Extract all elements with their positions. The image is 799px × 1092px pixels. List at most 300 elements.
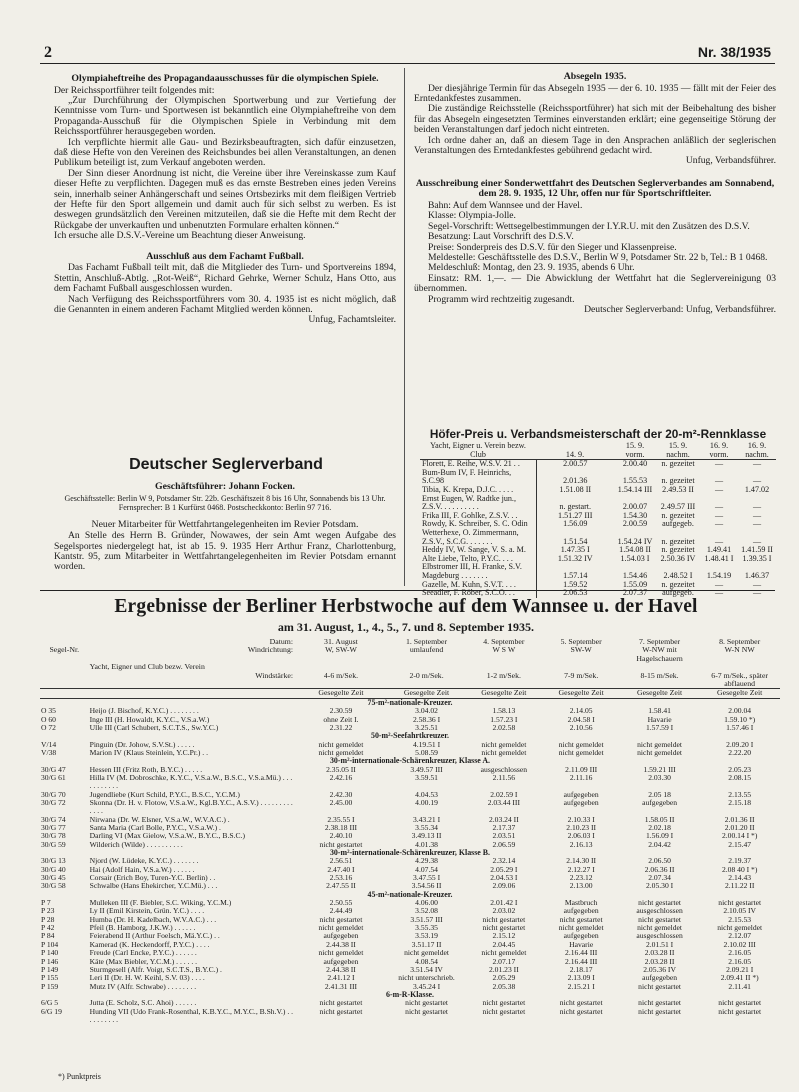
race-time: 2.02.59 I bbox=[490, 789, 518, 799]
absegeln-para: Der diesjährige Termin für das Absegeln 1935 — der 6. 10. 1935 — fällt mit der Feier des Erntedankfestes zusammen. bbox=[414, 82, 776, 104]
day-date: 7. September bbox=[639, 637, 681, 646]
race-time: 4.29.38 bbox=[415, 856, 438, 866]
hofer-time: 1.39.35 I bbox=[742, 553, 772, 563]
segel-label: Segel-Nr. bbox=[49, 645, 80, 655]
race-time: Havarie bbox=[569, 939, 594, 949]
hofer-time: 1.54.19 bbox=[706, 570, 732, 580]
day-date: 5. September bbox=[560, 637, 602, 646]
sonder-line: Besatzung: Laut Vorschrift des D.S.V. bbox=[428, 231, 574, 243]
yacht-name: Leri II (Dr. H. W. Keihl, S.V. 03) . . . . bbox=[89, 973, 205, 983]
race-time: nicht gestartet bbox=[638, 998, 681, 1008]
hofer-time: — bbox=[752, 502, 762, 512]
race-time: nicht gemeldet bbox=[637, 923, 683, 933]
race-time: nicht gemeldet bbox=[637, 747, 683, 757]
olympia-para: Der Reichssportführer teilt folgendes mit: bbox=[54, 84, 215, 96]
hofer-time: aufgegeb. bbox=[662, 588, 694, 598]
race-time: 2.05 18 bbox=[648, 789, 671, 799]
hofer-header bbox=[420, 442, 776, 460]
race-time: 2.15.21 I bbox=[567, 981, 595, 991]
race-time: 2.05.38 bbox=[492, 981, 516, 991]
race-time: 2.44.49 bbox=[329, 906, 353, 916]
race-time: 3.49.57 III bbox=[410, 764, 443, 774]
hofer-time: — bbox=[714, 484, 724, 494]
hofer-time: 1.54.03 I bbox=[620, 553, 650, 563]
gz-label: Gesegelte Zeit bbox=[558, 688, 604, 698]
sail-number: P 155 bbox=[41, 973, 59, 983]
hofer-yacht: Bum-Bum IV, F. Heinrichs, S.C.98 bbox=[420, 469, 536, 486]
race-time: 2.16.44 III bbox=[565, 948, 598, 958]
absegeln-para: Die zuständige Reichsstelle (Reichssportführer) hat sich mit der Beibehaltung des bisher für das Absegeln eingesetzten Termines einverstanden erklärt; eine gegenseitige Störung der beiden Veranstaltungen darf jedoch nicht eintreten. bbox=[414, 103, 776, 136]
race-time: 2.13.55 bbox=[728, 789, 752, 799]
olympia-para: „Zur Durchführung der Olympischen Sportwerbung und zur Vertiefung der Kenntnisse vom Turn- und Sportwesen ist bekanntlich eine Olympiaheftreihe von dem Propaganda-Ausschuß für die Olympischen Spiele in Verbindung mit dem Reichssportführer herausgegeben worden. bbox=[54, 95, 396, 138]
sail-number: 6/G 19 bbox=[41, 1006, 62, 1016]
sail-number: 30/G 13 bbox=[41, 856, 66, 866]
results-body bbox=[40, 698, 780, 1024]
results-subtitle: am 31. August, 1., 4., 5., 7. und 8. September 1935. bbox=[277, 620, 535, 634]
race-time: 2.14.30 II bbox=[566, 856, 597, 866]
race-time: nicht gestartet bbox=[638, 914, 681, 924]
windr-label: Windrichtung: bbox=[247, 645, 294, 655]
race-time: 2.40.10 bbox=[329, 831, 353, 841]
hofer-time: n. gezeitet bbox=[661, 579, 695, 589]
hofer-time: n. gezeitet bbox=[661, 476, 695, 486]
sail-number: P 84 bbox=[41, 931, 55, 941]
race-time: 4.00.19 bbox=[415, 797, 438, 807]
race-time: 2.35.55 I bbox=[327, 814, 355, 824]
absegeln-para: Ich ordne daher an, daß an diesem Tage in den Ansprachen anläßlich der seglerischen Veranstaltungen des Erntedankfestes gebührend gedacht wird. bbox=[414, 134, 776, 157]
race-time: aufgegeben bbox=[563, 906, 599, 916]
race-time: nicht gemeldet bbox=[717, 923, 763, 933]
yacht-name: Pinguin (Dr. Johow, S.V.St.) . . . . . bbox=[89, 739, 195, 749]
sail-number: O 60 bbox=[41, 714, 56, 724]
sonder-title: Ausschreibung einer Sonderwettfahrt des Deutschen Seglerverbandes am Sonnabend, dem 28. 9. 1935, 12 Uhr, offen nur für Sportschriftleiter. bbox=[415, 177, 775, 200]
header-rule bbox=[40, 63, 775, 64]
race-time: 2.06.36 II bbox=[644, 864, 675, 874]
day-wind: W, SW-W bbox=[325, 645, 357, 655]
hofer-time: 2.06.53 bbox=[563, 588, 588, 598]
race-time: nicht gestartet bbox=[319, 914, 363, 924]
race-time: 2.05.29 bbox=[492, 973, 516, 983]
race-time: 2.05.23 bbox=[728, 764, 752, 774]
issue-number: Nr. 38/1935 bbox=[697, 44, 771, 60]
column-divider bbox=[404, 68, 405, 586]
hofer-time: 1.57.14 bbox=[563, 570, 588, 580]
race-time: 2.07.34 bbox=[648, 873, 671, 883]
race-time: 2.10.33 I bbox=[567, 814, 595, 824]
race-time: 2.09.21 I bbox=[726, 964, 754, 974]
race-time: 2.11.16 bbox=[569, 772, 593, 782]
hofer-row bbox=[420, 495, 776, 512]
hofer-yacht: Gazelle, M. Kuhn, S.V.T. . . . bbox=[420, 581, 536, 590]
race-time: 2.17.37 bbox=[492, 823, 516, 832]
hofer-time: — bbox=[752, 519, 762, 529]
sail-number: P 140 bbox=[41, 948, 59, 958]
race-time: 1.57.23 I bbox=[490, 714, 518, 724]
race-time: nicht gestartet bbox=[718, 898, 762, 908]
day-strength: 7-9 m/Sek. bbox=[564, 670, 599, 680]
fussball-para: Nach Verfügung des Reichssportführers vom 30. 4. 1935 ist es nicht möglich, daß die Genannten in einem anderen Fachamt Mitglied werden können. bbox=[54, 293, 396, 315]
class-heading: 30-m²-internationale-Schärenkreuzer, Klasse B. bbox=[329, 848, 491, 858]
race-time: 4.19.51 I bbox=[412, 739, 441, 749]
race-time: nicht gestartet bbox=[319, 998, 363, 1008]
yacht-name: Mulleken III (F. Biebler, S.C. Wiking, Y.C.M.) bbox=[89, 898, 232, 908]
dsv-block bbox=[54, 482, 396, 573]
olympia-para: Der Sinn dieser Anordnung ist nicht, die Vereine über ihre Vereinskasse zum Kauf dieser Hefte zu verpflichten. Dagegen muß es das ernste Bestreben eines jeden Vereins sein, innerhalb seiner Anhängerschaft und seines Ortsbezirks mit dem fleißigen Vertrieb der Hefte für den Sport allgemein und damit auch für sich selbst zu werben. Es ist deswegen grundsätzlich den Vereinen mitzuteilen, daß sie die Hefte mit dem Recht der Rückgabe der unverkauften und unbenutzten Formulare erhalten können.“ bbox=[54, 167, 396, 231]
hofer-time: — bbox=[752, 588, 762, 598]
race-time: nicht gestartet bbox=[482, 998, 526, 1008]
hofer-title: Höfer-Preis u. Verbandsmeisterschaft der 20-m²-Rennklasse bbox=[429, 427, 767, 441]
sonder-signature: Deutscher Seglerverband: Unfug, Verbandsführer. bbox=[584, 304, 776, 316]
gz-label: Gesegelte Zeit bbox=[403, 688, 450, 698]
race-time: 2.13.09 I bbox=[567, 973, 595, 983]
sonder-line: Preise: Sonderpreis des D.S.V. für den Sieger und Klassenpreise. bbox=[428, 241, 677, 253]
race-time: nicht gestartet bbox=[319, 839, 363, 849]
yacht-name: Pfeil (B. Hamborg, J.K.W.) . . . . . . bbox=[89, 923, 196, 933]
yacht-name: Hai (Adolf Hain, V.S.a.W.) . . . . . . bbox=[89, 864, 195, 874]
race-time: 2.08 40 I *) bbox=[721, 864, 758, 874]
sail-number: 30/G 59 bbox=[41, 839, 66, 849]
hofer-table bbox=[420, 442, 776, 598]
hofer-time: — bbox=[752, 536, 762, 546]
race-time: 3.55.35 bbox=[415, 923, 438, 933]
hofer-row bbox=[420, 529, 776, 546]
hofer-time: 1.46.37 bbox=[744, 570, 770, 580]
race-time: 2.44.38 II bbox=[326, 964, 356, 974]
race-time: 2.00.14 I *) bbox=[721, 831, 758, 841]
result-row bbox=[40, 799, 780, 816]
results-wrap bbox=[40, 638, 780, 1024]
yacht-name: Corsair (Erich Boy, Turen-Y.C. Berlin) . . bbox=[89, 873, 216, 883]
race-time: 2.04.58 I bbox=[567, 714, 595, 724]
race-time: nicht unterschrieb. bbox=[398, 973, 455, 983]
results-head bbox=[40, 638, 780, 698]
race-time: 2.02.18 bbox=[648, 823, 671, 832]
hofer-yacht: Tibia, K. Krepa, D.J.C. . . . . bbox=[420, 486, 536, 495]
race-time: 2.01.51 I bbox=[645, 939, 674, 949]
hofer-table-wrap bbox=[420, 442, 776, 598]
race-time: 2.12.07 bbox=[728, 931, 752, 941]
sonder-line: Meldeschluß: Montag, den 23. 9. 1935, abends 6 Uhr. bbox=[428, 262, 635, 274]
race-time: 2.41.31 III bbox=[324, 981, 358, 991]
hofer-time: 1.54.14 III bbox=[617, 484, 653, 494]
race-time: 2.38.18 III bbox=[324, 823, 358, 832]
hofer-col: 15. 9. vorm. bbox=[614, 442, 656, 460]
race-time: aufgegeben bbox=[642, 973, 678, 983]
race-time: 2.15.18 bbox=[728, 797, 752, 807]
olympia-title: Olympiaheftreihe des Propagandaausschusses für die olympischen Spiele. bbox=[71, 73, 379, 84]
race-time: aufgegeben bbox=[563, 797, 599, 807]
hofer-time: 1.47.02 bbox=[744, 484, 770, 494]
hofer-col: 14. 9. bbox=[536, 442, 614, 460]
hofer-time: — bbox=[714, 476, 724, 486]
race-time: nicht gestartet bbox=[559, 1006, 603, 1016]
race-time: 2.03.28 II bbox=[644, 956, 675, 966]
hofer-yacht: Heddy IV, W. Sange, V. S. a. M. bbox=[420, 546, 536, 555]
sail-number: 30/G 74 bbox=[41, 814, 66, 824]
hofer-time: n. gestart. bbox=[559, 502, 592, 512]
race-time: 2.08.15 bbox=[728, 772, 752, 782]
dsv-heading: Deutscher Seglerverband bbox=[129, 456, 323, 473]
left-column bbox=[54, 74, 396, 326]
hofer-time: 1.51.27 III bbox=[558, 510, 593, 520]
race-time: 2.07.17 bbox=[492, 956, 516, 966]
race-time: 2.09.06 bbox=[492, 881, 516, 891]
race-time: 3.47.55 I bbox=[412, 873, 441, 883]
race-time: 3.25.51 bbox=[415, 722, 438, 732]
yacht-name: Feierabend II (Arthur Foelsch, Mä.Y.C.) . . bbox=[89, 931, 220, 941]
day-strength: 4-6 m/Sek. bbox=[323, 670, 359, 680]
sail-number: P 7 bbox=[41, 898, 51, 908]
race-time: 2.16.05 bbox=[728, 956, 752, 966]
hofer-yacht: Wetterhexe, O. Zimmermann, Z.S.V., S.C.G. . . . . . . bbox=[420, 529, 536, 546]
absegeln-signature: Unfug, Verbandsführer. bbox=[685, 155, 776, 167]
race-time: 2.18.17 bbox=[569, 964, 593, 974]
hofer-time: — bbox=[752, 459, 762, 469]
race-time: 2.50.55 bbox=[329, 898, 353, 908]
gz-label: Gesegelte Zeit bbox=[717, 688, 763, 698]
class-heading: 75-m²-nationale-Kreuzer. bbox=[367, 697, 453, 707]
race-time: aufgegeben bbox=[563, 931, 599, 941]
race-time: nicht gestartet bbox=[405, 998, 448, 1008]
sonder-line: Meldestelle: Geschäftsstelle des D.S.V., Berlin W 9, Potsdamer Str. 22 b, Tel.: B 1 0468. bbox=[428, 252, 768, 264]
yacht-name: Jutta (E. Scholz, S.C. Ahoi) . . . . . . bbox=[89, 998, 197, 1008]
day-date: 31. August bbox=[324, 637, 358, 646]
race-time: 2.04.45 bbox=[492, 939, 516, 949]
yacht-name: Käte (Max Biebler, Y.C.M.) . . . . . . bbox=[89, 956, 198, 966]
windst-label: Windstärke: bbox=[255, 670, 294, 680]
sail-number: P 23 bbox=[41, 906, 55, 916]
hofer-time: 1.56.09 bbox=[563, 519, 588, 529]
results-table bbox=[40, 638, 780, 1024]
hofer-time: — bbox=[714, 510, 724, 520]
race-time: aufgegeben bbox=[323, 956, 359, 966]
hofer-time: — bbox=[714, 588, 724, 598]
race-time: 2.01.20 II bbox=[724, 823, 755, 832]
footnote: *) Punktpreis bbox=[58, 1072, 101, 1081]
race-time: nicht gemeldet bbox=[318, 948, 364, 958]
race-time: 2.47.40 I bbox=[327, 864, 355, 874]
race-time: 2.22.20 bbox=[728, 747, 752, 757]
hofer-time: 2.49.53 II bbox=[662, 484, 694, 494]
hofer-time: 1.55.09 bbox=[622, 579, 648, 589]
race-time: nicht gemeldet bbox=[481, 739, 527, 749]
hofer-time: — bbox=[714, 502, 724, 512]
fussball-signature: Unfug, Fachamtsleiter. bbox=[308, 314, 396, 326]
result-row bbox=[40, 774, 780, 791]
day-wind: W-N NW bbox=[724, 645, 755, 655]
race-time: 2.35.05 II bbox=[326, 764, 356, 774]
race-time: 2.03.24 II bbox=[488, 814, 519, 824]
day-strength: 6-7 m/Sek., später abflauend bbox=[711, 670, 769, 689]
hofer-row bbox=[420, 469, 776, 486]
race-time: 2.11.09 III bbox=[565, 764, 598, 774]
hofer-yacht: Florett, E. Reihe, W.S.V. 21 . . bbox=[420, 460, 536, 469]
hofer-time: 1.47.35 I bbox=[560, 545, 590, 555]
datum-label: Datum: bbox=[269, 637, 294, 646]
day-strength: 8-15 m/Sek. bbox=[640, 670, 679, 680]
yacht-name: Sturmgesell (Alfr. Voigt, S.C.T.S., B.Y.C.) . bbox=[89, 964, 222, 974]
hofer-time: n. gezeitet bbox=[661, 459, 695, 469]
race-time: nicht gemeldet bbox=[558, 747, 604, 757]
yacht-name: Marion IV (Klaus Steinlein, Y.C.Pr.) . . bbox=[89, 747, 208, 757]
sail-number: V/38 bbox=[41, 747, 57, 757]
hofer-col: 15. 9. nachm. bbox=[656, 442, 700, 460]
hofer-time: 1.54.08 II bbox=[619, 545, 651, 555]
hofer-time: 2.00.57 bbox=[563, 459, 588, 469]
race-time: 2.01.42 I bbox=[490, 898, 518, 908]
hofer-yacht: Frika III, F. Gohlke, Z.S.V. . . bbox=[420, 512, 536, 521]
race-time: 2.15.53 bbox=[728, 914, 752, 924]
race-time: aufgegeben bbox=[323, 931, 359, 941]
hofer-col: 16. 9. vorm. bbox=[700, 442, 738, 460]
race-time: nicht gestartet bbox=[559, 914, 603, 924]
sail-number: 30/G 40 bbox=[41, 864, 66, 874]
hofer-time: 1.59.52 bbox=[563, 579, 588, 589]
race-time: 3.45.24 I bbox=[412, 981, 441, 991]
race-time: nicht gemeldet bbox=[481, 747, 527, 757]
class-heading: 50-m²-Seefahrtkreuzer. bbox=[371, 731, 449, 741]
race-time: 2.53.16 bbox=[329, 873, 353, 883]
hofer-time: 1.54.46 bbox=[622, 570, 648, 580]
race-time: 2.09.20 I bbox=[726, 739, 754, 749]
race-time: 2.09.41 II *) bbox=[720, 973, 759, 983]
race-time: 2.03.51 bbox=[492, 831, 516, 841]
right-column bbox=[414, 72, 776, 316]
race-time: 2.10.23 II bbox=[566, 823, 597, 832]
hofer-time: n. gezeitet bbox=[661, 536, 695, 546]
day-date: 8. September bbox=[719, 637, 761, 646]
race-time: nicht gestartet bbox=[718, 998, 762, 1008]
sail-number: V/14 bbox=[41, 739, 57, 749]
sail-number: 6/G 5 bbox=[41, 998, 59, 1008]
day-date: 1. September bbox=[405, 637, 448, 646]
hofer-yacht: Seeadler, F. Röber, S.C.O. . . bbox=[420, 589, 536, 598]
yacht-col-label: Yacht, Eigner und Club bezw. Verein bbox=[89, 662, 205, 672]
sail-number: P 159 bbox=[41, 981, 59, 991]
result-row bbox=[40, 1008, 780, 1025]
day-strength: 2-0 m/Sek. bbox=[409, 670, 444, 680]
sonder-line: Klasse: Olympia-Jolle. bbox=[428, 210, 516, 222]
race-time: 1.59.10 *) bbox=[724, 714, 756, 724]
race-time: 2.02.58 bbox=[492, 722, 516, 732]
race-time: ausgeschlossen bbox=[480, 764, 528, 774]
race-time: 2.16.44 III bbox=[565, 956, 598, 966]
race-time: 2.12.27 I bbox=[567, 864, 595, 874]
race-time: 2.31.22 bbox=[329, 722, 353, 732]
hofer-time: — bbox=[714, 536, 724, 546]
hofer-time: 2.49.57 III bbox=[660, 502, 696, 512]
race-time: 2.14.05 bbox=[569, 706, 593, 716]
race-time: 2.03.44 III bbox=[487, 797, 520, 807]
hofer-time: 2.00.59 bbox=[622, 519, 648, 529]
race-time: 2.14.43 bbox=[728, 873, 752, 883]
yacht-name: Ly II (Emil Kirstein, Grün. Y.C.) . . . . bbox=[89, 906, 205, 916]
sail-number: 30/G 58 bbox=[41, 881, 66, 891]
yacht-name: Santa Maria (Carl Bolle, P.Y.C., V.S.a.W.) . bbox=[89, 823, 221, 832]
sail-number: P 42 bbox=[41, 923, 55, 933]
hofer-time: 2.00.40 bbox=[622, 459, 648, 469]
hofer-body bbox=[420, 460, 776, 598]
race-time: nicht gemeldet bbox=[637, 739, 683, 749]
hofer-yacht: Rowdy, K. Schreiber, S. C. Odin bbox=[420, 520, 536, 529]
race-time: 2.05.29 I bbox=[490, 864, 518, 874]
race-time: 2.00.04 bbox=[728, 706, 752, 716]
sail-number: P 104 bbox=[41, 939, 59, 949]
sail-number: 30/G 78 bbox=[41, 831, 66, 841]
sail-number: 30/G 72 bbox=[41, 797, 66, 807]
hofer-time: 1.49.41 bbox=[706, 545, 732, 555]
hofer-time: 1.55.53 bbox=[622, 476, 648, 486]
race-time: 4.07.54 bbox=[415, 864, 438, 874]
sail-number: 30/G 61 bbox=[41, 772, 66, 782]
fussball-para: Das Fachamt Fußball teilt mit, daß die Mitglieder des Turn- und Sportvereins 1894, Stettin, Anschluß-Abtlg. „Rot-Weiß“, Richard Gehrke, Werner Schulz, Hans Otto, aus dem Fachamt Fußball ausgeschlossen wurden. bbox=[54, 262, 396, 295]
sail-number: P 28 bbox=[41, 914, 55, 924]
sail-number: P 149 bbox=[41, 964, 59, 974]
race-time: nicht gemeldet bbox=[558, 923, 604, 933]
hofer-yacht: Ernst Eugen, W. Radtke jun., Z.S.V. . . . . . . . . . bbox=[420, 495, 536, 512]
race-time: 2.41.12 I bbox=[327, 973, 355, 983]
race-time: 1.56.09 I bbox=[645, 831, 674, 841]
hofer-yacht: Alte Liebe, Telto, P.Y.C. . . . bbox=[420, 555, 536, 564]
race-time: 1.57.59 I bbox=[645, 722, 674, 732]
race-time: nicht gestartet bbox=[482, 923, 526, 933]
race-time: 2.15.12 bbox=[492, 931, 516, 941]
yacht-name: Inge III (H. Howaldt, K.Y.C., V.S.a.W.) bbox=[89, 714, 210, 724]
race-time: 4.04.53 bbox=[415, 789, 438, 799]
hofer-time: 1.51.32 IV bbox=[557, 553, 593, 563]
sail-number: P 146 bbox=[41, 956, 59, 966]
dsv-leader: Geschäftsführer: Johann Focken. bbox=[155, 481, 295, 492]
race-time: 2.06.59 bbox=[492, 839, 516, 849]
hofer-col: Yacht, Eigner u. Verein bezw. Club bbox=[420, 442, 536, 460]
day-wind: W S W bbox=[492, 645, 516, 655]
race-time: 3.51.54 IV bbox=[410, 964, 443, 974]
race-time: aufgegeben bbox=[563, 789, 599, 799]
hofer-time: 1.54.24 IV bbox=[617, 536, 653, 546]
race-time: ohne Zeit I. bbox=[323, 714, 359, 724]
race-time: 2.13.00 bbox=[569, 881, 593, 891]
hofer-time: — bbox=[752, 476, 762, 486]
race-time: 2.23.12 bbox=[569, 873, 593, 883]
race-time: 2.03.02 bbox=[492, 906, 516, 916]
race-time: nicht gestartet bbox=[482, 1006, 526, 1016]
fussball-title: Ausschluß aus dem Fachamt Fußball. bbox=[146, 250, 304, 262]
yacht-name: Hilla IV (M. Dobroschke, K.Y.C., V.S.a.W., B.S.C., V.S.a.Mü.) . . . . . . . . . . . bbox=[89, 772, 293, 791]
hofer-time: — bbox=[752, 510, 762, 520]
yacht-name: Darling VI (Max Gielow, V.S.a.W., B.Y.C., B.S.C.) bbox=[89, 831, 245, 841]
race-time: 2.01.23 II bbox=[488, 964, 519, 974]
sail-number: 30/G 47 bbox=[41, 764, 66, 774]
dsv-new-title: Neuer Mitarbeiter für Wettfahrtangelegenheiten im Revier Potsdam. bbox=[91, 518, 359, 530]
day-wind: umlaufend bbox=[409, 645, 444, 655]
race-time: nicht gestartet bbox=[638, 1006, 681, 1016]
class-heading: 6-m-R-Klasse. bbox=[386, 989, 434, 999]
hofer-time: 2.07.37 bbox=[622, 588, 648, 598]
hofer-time: — bbox=[714, 579, 724, 589]
hofer-time: 1.51.54 bbox=[563, 536, 588, 546]
race-time: 2.10.05 IV bbox=[723, 906, 757, 916]
race-time: 3.52.08 bbox=[415, 906, 438, 916]
race-time: 2.30.59 bbox=[329, 706, 353, 716]
gz-label: Gesegelte Zeit bbox=[318, 688, 364, 698]
sail-number: O 72 bbox=[41, 722, 56, 732]
race-time: 1.58.13 bbox=[492, 706, 516, 716]
olympia-para: Ich ersuche alle D.S.V.-Vereine um Beachtung dieser Anweisung. bbox=[54, 230, 306, 242]
class-heading: 30-m²-internationale-Schärenkreuzer, Klasse A. bbox=[329, 756, 491, 766]
race-time: 2.11.41 bbox=[728, 981, 751, 991]
sail-number: O 35 bbox=[41, 706, 56, 716]
hofer-time: n. gezeitet bbox=[661, 545, 695, 555]
